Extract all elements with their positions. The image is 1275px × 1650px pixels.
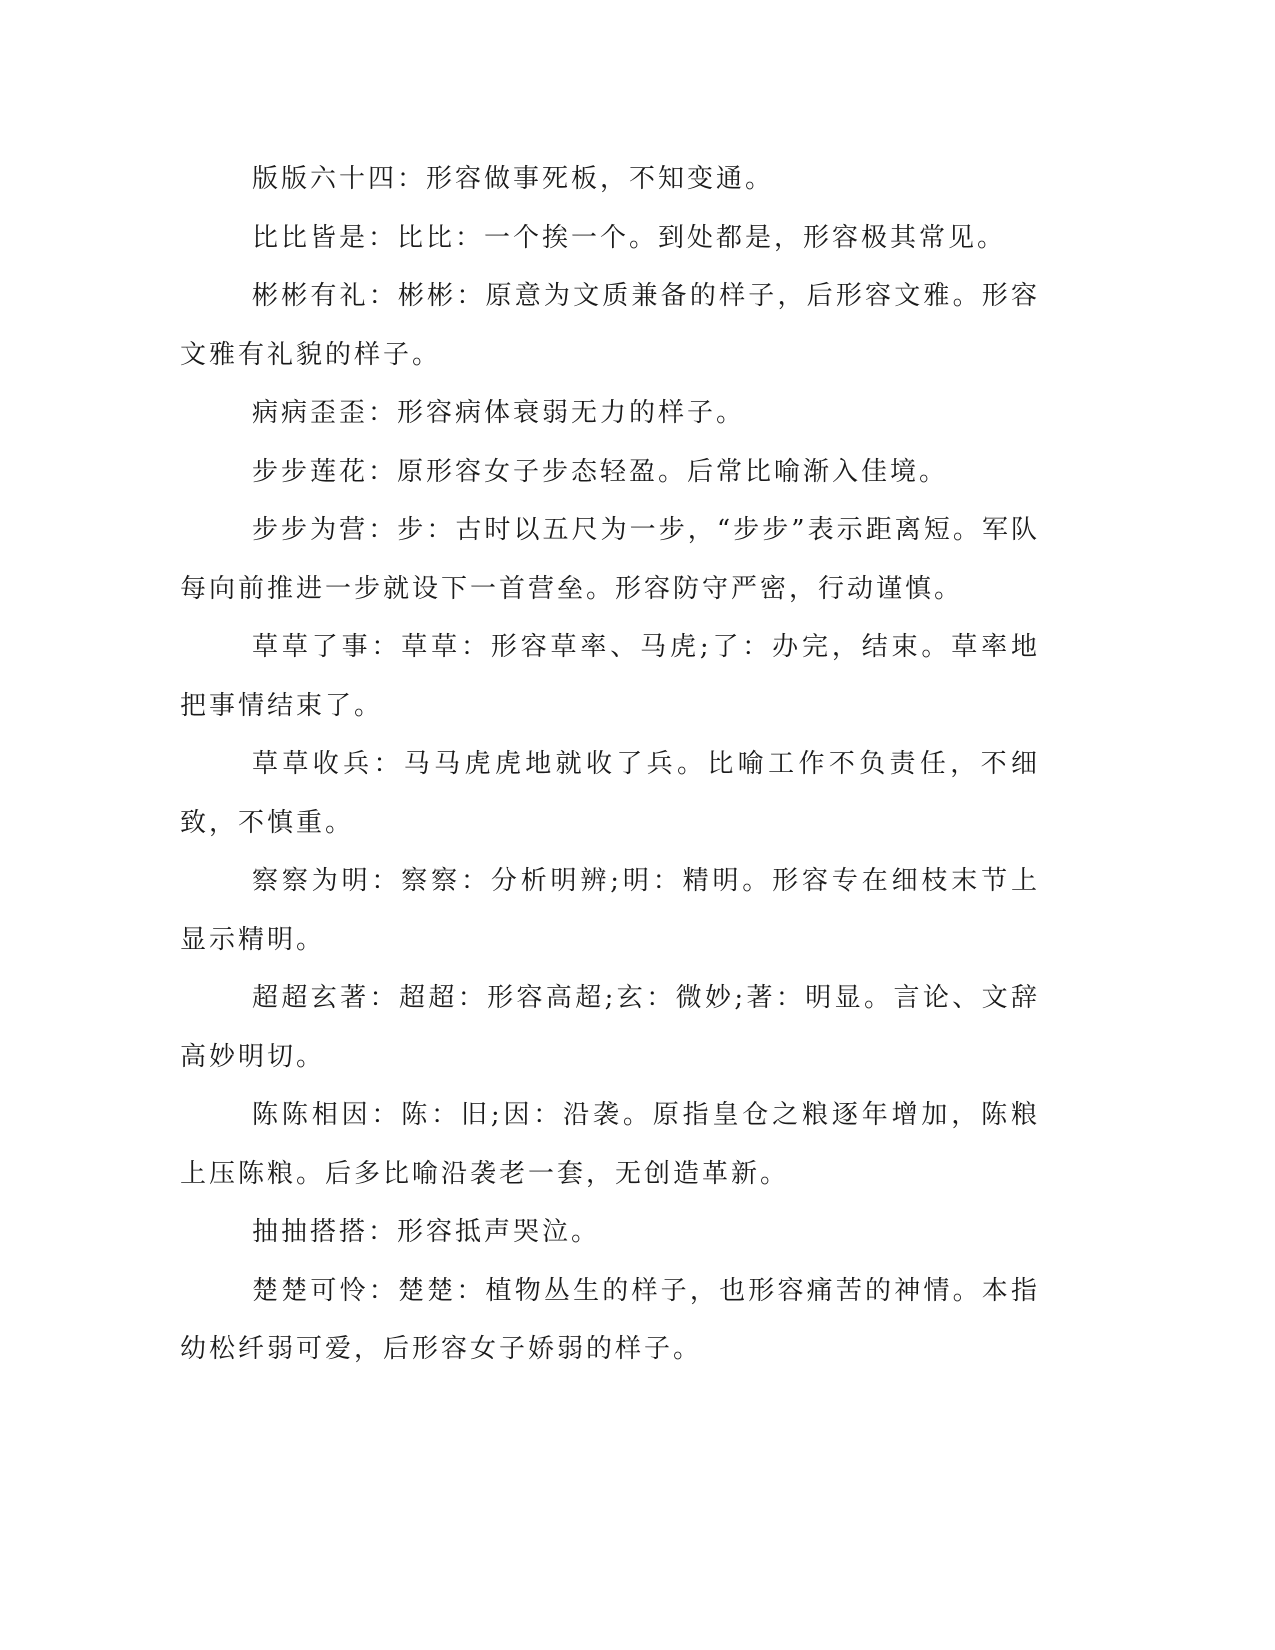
document-page bbox=[180, 150, 1040, 1379]
idiom-entry-chuchu: 楚楚可怜：楚楚：植物丛生的样子，也形容痛苦的神情。本指幼松纤弱可爱，后形容女子娇弱的样子。 bbox=[180, 1275, 1040, 1364]
idiom-entry-bingbing: 病病歪歪：形容病体衰弱无力的样子。 bbox=[252, 398, 746, 428]
idiom-entry-chacha: 察察为明：察察：分析明辨;明：精明。形容专在细枝末节上显示精明。 bbox=[180, 866, 1040, 955]
idiom-entry-caocao-liaoshi: 草草了事：草草：形容草率、马虎;了：办完，结束。草率地把事情结束了。 bbox=[180, 632, 1040, 721]
idiom-entry-bubu-weiying: 步步为营：步：古时以五尺为一步，“步步”表示距离短。军队每向前推进一步就设下一首营垒。形容防守严密，行动谨慎。 bbox=[180, 515, 1040, 604]
idiom-entry-banban: 版版六十四：形容做事死板，不知变通。 bbox=[252, 164, 775, 194]
idiom-entry-chaochao: 超超玄著：超超：形容高超;玄：微妙;著：明显。言论、文辞高妙明切。 bbox=[180, 983, 1040, 1072]
idiom-entry-binbin: 彬彬有礼：彬彬：原意为文质兼备的样子，后形容文雅。形容文雅有礼貌的样子。 bbox=[180, 281, 1040, 370]
idiom-entry-caocao-shoubing: 草草收兵：马马虎虎地就收了兵。比喻工作不负责任，不细致，不慎重。 bbox=[180, 749, 1040, 838]
idiom-entry-bubu-lianhua: 步步莲花：原形容女子步态轻盈。后常比喻渐入佳境。 bbox=[252, 456, 949, 487]
idiom-entry-chouchou: 抽抽搭搭：形容抵声哭泣。 bbox=[252, 1217, 601, 1247]
idiom-entry-chenchen: 陈陈相因：陈：旧;因：沿袭。原指皇仓之粮逐年增加，陈粮上压陈粮。后多比喻沿袭老一套，无创造革新。 bbox=[180, 1100, 1040, 1189]
idiom-entry-bibi: 比比皆是：比比：一个挨一个。到处都是，形容极其常见。 bbox=[252, 222, 1007, 253]
